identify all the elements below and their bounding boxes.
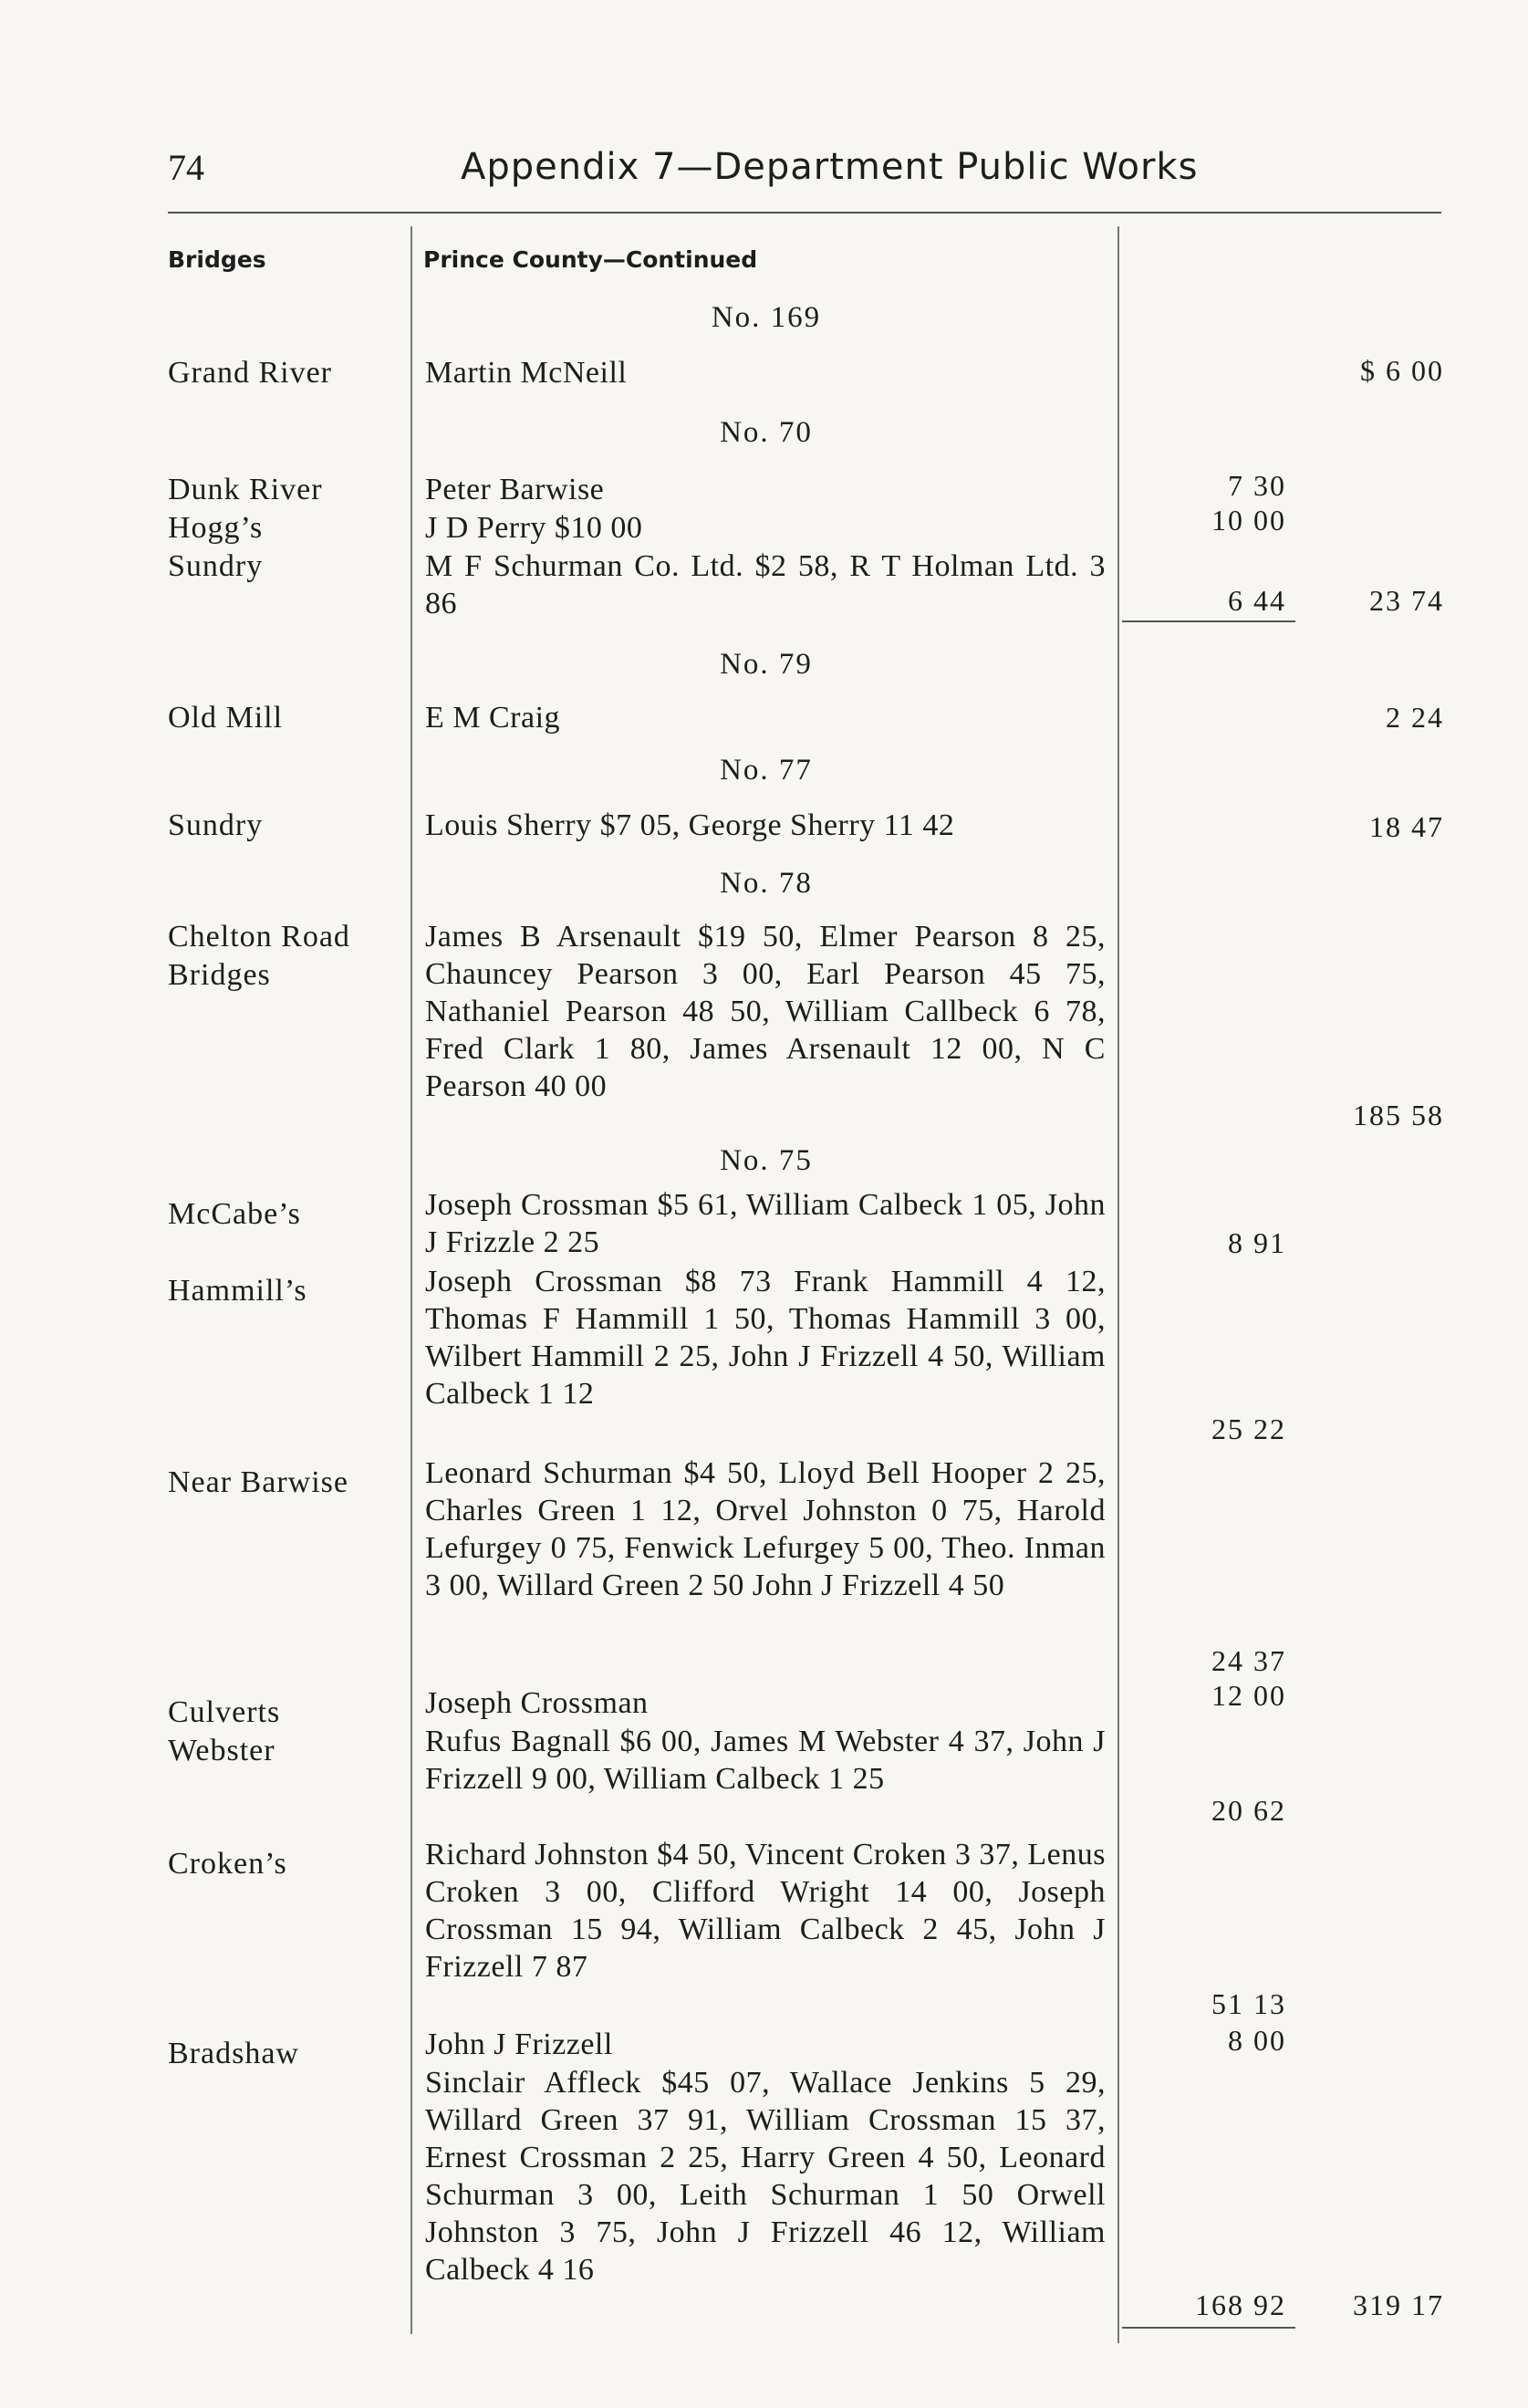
entry-amount: 8 91 xyxy=(1228,1226,1286,1259)
entry-total: 319 17 xyxy=(1353,2288,1444,2321)
entry-label: Grand River xyxy=(168,356,333,390)
entry-label: Sundry xyxy=(168,808,264,842)
entry-label: Bradshaw xyxy=(168,2037,299,2070)
entry-amount: 24 37 xyxy=(1211,1644,1286,1677)
subtotal-rule xyxy=(1122,620,1295,622)
section-heading: No. 79 xyxy=(720,648,813,681)
entry-amount: 25 22 xyxy=(1211,1412,1286,1445)
entry-text: E M Craig xyxy=(425,701,561,735)
entry-label: Culverts xyxy=(168,1695,281,1729)
entry-label: Sundry xyxy=(168,549,264,583)
section-heading: No. 77 xyxy=(720,754,813,787)
entry-text: James B Arsenault $19 50, Elmer Pearson 8 25, Chauncey Pearson 3 00, Earl Pearson 45 75, Nathaniel Pearson 48 50, William Callbeck 6 78, Fred Clark 1 80, James Arsenault 12 00, N C Pearson 40 00 xyxy=(425,920,1106,1103)
entry-amount: 20 62 xyxy=(1211,1794,1286,1827)
column-divider-amounts xyxy=(1117,226,1119,2343)
entry-amount: 7 30 xyxy=(1228,469,1286,502)
entry-text: Joseph Crossman $8 73 Frank Hammill 4 12, Thomas F Hammill 1 50, Thomas Hammill 3 00, Wilbert Hammill 2 25, John J Frizzell 4 50, William Calbeck 1 12 xyxy=(425,1265,1106,1411)
page-number: 74 xyxy=(168,147,204,188)
column-divider-left xyxy=(411,226,412,2334)
column-head-county: Prince County—Continued xyxy=(423,246,758,273)
entry-total: 2 24 xyxy=(1386,701,1444,734)
entry-text: Leonard Schurman $4 50, Lloyd Bell Hooper 2 25, Charles Green 1 12, Orvel Johnston 0 75, Harold Lefurgey 0 75, Fenwick Lefurgey 5 00, Theo. Inman 3 00, Willard Green 2 50 John J Frizzell 4 50 xyxy=(425,1456,1106,1602)
entry-text: Joseph Crossman xyxy=(425,1686,649,1720)
entry-label: Chelton Road Bridges xyxy=(168,920,350,992)
section-heading: No. 78 xyxy=(720,867,813,900)
entry-total: 18 47 xyxy=(1369,810,1444,843)
entry-amount: 6 44 xyxy=(1228,584,1286,617)
section-heading: No. 169 xyxy=(711,301,822,334)
entry-total: 185 58 xyxy=(1353,1099,1444,1131)
entry-text: Martin McNeill xyxy=(425,356,628,390)
entry-text: J D Perry $10 00 xyxy=(425,511,643,545)
subtotal-rule xyxy=(1122,2327,1295,2329)
entry-text: M F Schurman Co. Ltd. $2 58, R T Holman Ltd. 3 86 xyxy=(425,549,1106,620)
entry-text: Louis Sherry $7 05, George Sherry 11 42 xyxy=(425,808,955,842)
page-title: Appendix 7—Department Public Works xyxy=(461,146,1199,188)
header-rule xyxy=(168,212,1441,214)
entry-label: McCabe’s xyxy=(168,1197,301,1231)
entry-label: Hammill’s xyxy=(168,1274,307,1308)
entry-label: Webster xyxy=(168,1734,275,1767)
entry-label: Hogg’s xyxy=(168,511,264,545)
entry-amount: 12 00 xyxy=(1211,1679,1286,1712)
entry-text: John J Frizzell xyxy=(425,2028,613,2061)
entry-amount: 51 13 xyxy=(1211,1987,1286,2020)
entry-text: Rufus Bagnall $6 00, James M Webster 4 37, John J Frizzell 9 00, William Calbeck 1 25 xyxy=(425,1725,1106,1796)
entry-amount: 168 92 xyxy=(1195,2288,1286,2321)
entry-total: $ 6 00 xyxy=(1360,354,1444,387)
entry-label: Dunk River xyxy=(168,473,323,506)
entry-text: Peter Barwise xyxy=(425,473,605,506)
entry-label: Near Barwise xyxy=(168,1465,348,1499)
entry-text: Sinclair Affleck $45 07, Wallace Jenkins 5 29, Willard Green 37 91, William Crossman 15 37, Ernest Crossman 2 25, Harry Green 4 50, Leonard Schurman 3 00, Leith Schurman 1 50 Orwell Johnston 3 75, John J Frizzell 46 12, William Calbeck 4 16 xyxy=(425,2066,1106,2287)
entry-amount: 8 00 xyxy=(1228,2024,1286,2057)
entry-label: Croken’s xyxy=(168,1847,287,1881)
entry-text: Joseph Crossman $5 61, William Calbeck 1 05, John J Frizzle 2 25 xyxy=(425,1188,1106,1259)
column-head-bridges: Bridges xyxy=(168,246,266,273)
entry-total: 23 74 xyxy=(1369,584,1444,617)
entry-text: Richard Johnston $4 50, Vincent Croken 3 37, Lenus Croken 3 00, Clifford Wright 14 00, Joseph Crossman 15 94, William Calbeck 2 45, John J Frizzell 7 87 xyxy=(425,1838,1106,1984)
section-heading: No. 70 xyxy=(720,416,813,449)
entry-amount: 10 00 xyxy=(1211,504,1286,537)
section-heading: No. 75 xyxy=(720,1144,813,1177)
entry-label: Old Mill xyxy=(168,701,284,735)
